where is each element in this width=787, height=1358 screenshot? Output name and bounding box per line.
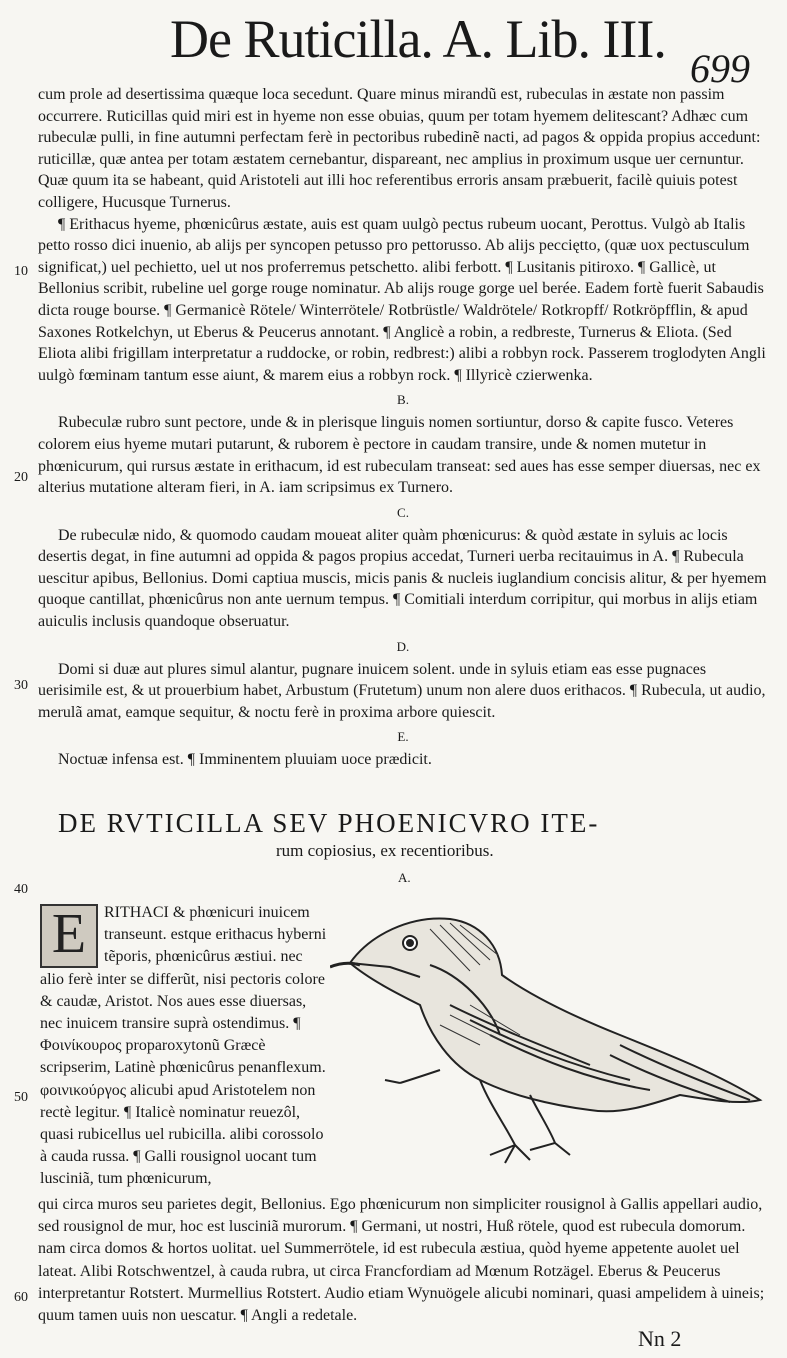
paragraph: cum prole ad desertissima quæque loca secedunt. Quare minus mirandũ est, rubeculas in æstate non passim occurrere. Ruticillas quid miri est in hyeme non esse obuias, quum per totam hyemem delitescant? Adhæc cum rubeculæ pulli, in fine autumni perfectam ferè in pectoribus rubedinẽ nacti, ad pagos & oppida propius accedunt: ruticillæ, quæ antea per totam æstatem cernebantur, dispareant, nec amplius in proximum usque uer cernuntur. Quæ quum ita se habeant, quid Aristoteli aut illi hoc referentibus erroris ansam præbuerit, facilè quiuis potest colligere, Hucusque Turnerus.: [38, 86, 761, 211]
line-number: 30: [14, 678, 28, 693]
signature-mark: Nn 2: [638, 1326, 682, 1351]
section-heading: DE RVTICILLA SEV PHOENICVRO ITE-: [58, 808, 600, 838]
drop-cap: E: [40, 904, 98, 968]
paragraph: RITHACI & phœnicuri inuicem transeunt. estque erithacus hyberni tẽporis, phœnicûrus æstiui. nec alio ferè inter se differũt, nisi pectoris colore & caudæ, Aristot. Nos aues esse diuersas, nec inuicem transire suprà ostendimus. ¶ Φοινίκουρος proparoxytonũ Græcè scripserim, Latinè phœnicûrus penanflexum. φοινικούργος alicubi apud Aristotelem non rectè legitur. ¶ Italicè nominatur reuezôl, quasi rubicellus uel rubicilla. alibi corossolo à cauda russa. ¶ Galli rousignol uocant tum lusciniã, tum phœnicurum,: [40, 904, 327, 1188]
line-number: 60: [14, 1290, 28, 1305]
section-letter: E.: [397, 729, 409, 745]
section-letter: C.: [397, 504, 409, 520]
line-number: 10: [14, 264, 28, 279]
section-letter: A.: [398, 870, 411, 885]
section-heading-line2: rum copiosius, ex recentioribus.: [276, 841, 494, 860]
paragraph: Rubeculæ rubro sunt pectore, unde & in plerisque linguis nomen sortiuntur, dorso & capite fusco. Veteres colorem eius hyeme mutari putarunt, & ruborem è pectore in caudam transire, unde & nomen mutetur in phœnicurum, qui rursus æstate in erithacum, id est rubeculam transeat: sed aues has esse semper diuersas, nec ex alterius mutatione alteram fieri, in A. iam scripsimus ex Turnero.: [38, 414, 761, 497]
line-number: 20: [14, 470, 28, 485]
paragraph: Domi si duæ aut plures simul alantur, pugnare inuicem solent. unde in syluis etiam eas esse pugnaces uerisimile est, & ut prouerbium habet, Arbustum (Frutetum) unum non alere duos erithacos. ¶ Rubecula, ut audio, merulã amat, eamque sequitur, & noctu ferè in proxima arbore quiescit.: [38, 660, 766, 721]
running-title: De Ruticilla. A. Lib. III.: [170, 9, 666, 69]
body-text-top: [38, 84, 768, 771]
page-number: 699: [690, 46, 750, 91]
redstart-woodcut-illustration: [330, 905, 770, 1175]
narrow-column-text: [40, 902, 330, 1191]
line-number: 40: [14, 882, 28, 897]
section-letter: B.: [397, 392, 409, 408]
paragraph: De rubeculæ nido, & quomodo caudam moueat aliter quàm phœnicurus: & quòd æstate in syluis ac locis desertis degat, in fine autumni ad oppida & pagos propius accedat, Turneri uerba recitauimus in A. ¶ Rubecula uescitur apibus, Bellonius. Domi captiua muscis, micis panis & nucleis iuglandium concisis alitur, & per hyemem quoque cantillat, phœnicûrus non ante uernum tempus. ¶ Comitiali interdum corripitur, qui morbus in alijs etiam auiculis inclusis quandoque obseruatur.: [38, 526, 767, 631]
body-text-bottom: qui circa muros seu parietes degit, Bellonius. Ego phœnicurum non simpliciter rousignol à Gallis appellari audio, sed rousignol de mur, hoc est lusciniã murorum. ¶ Germani, ut nostri, Huß rötele, quod est rubecula domorum. nam circa domos & hortos uolitat. uel Summerrötele, id est rubecula æstiua, quòd hyeme appetente auolet uel lateat. Alibi Rotschwentzel, à cauda rubra, ut circa Francfordiam ad Mœnum Rotzägel. Eberus & Peucerus interpretantur Rotstert. Murmellius Rotstert. Audio etiam Wynuögele alicubi nominari, quasi ampelidem à uineis; quum tamen uuis non uescatur. ¶ Angli a redetale.: [38, 1196, 765, 1325]
paragraph: ¶ Erithacus hyeme, phœnicûrus æstate, auis est quam uulgò pectus rubeum uocant, Perottus. Vulgò ab Italis petto rosso dici inuenio, ab alijs per syncopen petusso pro pettorusso. Ab alijs pecciętto, (quæ uox pectusculum significat,) uel pechietto, uel ut nos proferremus petschetto. alibi ferbott. ¶ Lusitanis pitiroxo. ¶ Gallicè, ut Bellonius scribit, rubeline uel gorge rouge nominatur. Ab alijs rouge gorge uel berée. Eadem fortè fuerit Sabaudis dicta rouge bourse. ¶ Germanicè Rötele/ Winterrötele/ Rotbrüstle/ Waldrötele/ Rotkropff/ Rotkröpfflin, & apud Saxones Rotkelchyn, ut Eberus & Peucerus annotant. ¶ Anglicè a robin, a redbreste, Turnerus & Eliota. (Sed Eliota alibi frigillam interpretatur a ruddocke, or robin, redbrest:) alibi a robbyn rock. Passerem troglodyten Angli uulgò fœminam tantum esse aiunt, & marem eius a robbyn rock. ¶ Illyricè czierwenka.: [38, 215, 766, 384]
line-number: 50: [14, 1090, 28, 1105]
paragraph: Noctuæ infensa est. ¶ Imminentem pluuiam uoce prædicit.: [58, 751, 432, 769]
section-letter: D.: [396, 638, 410, 654]
